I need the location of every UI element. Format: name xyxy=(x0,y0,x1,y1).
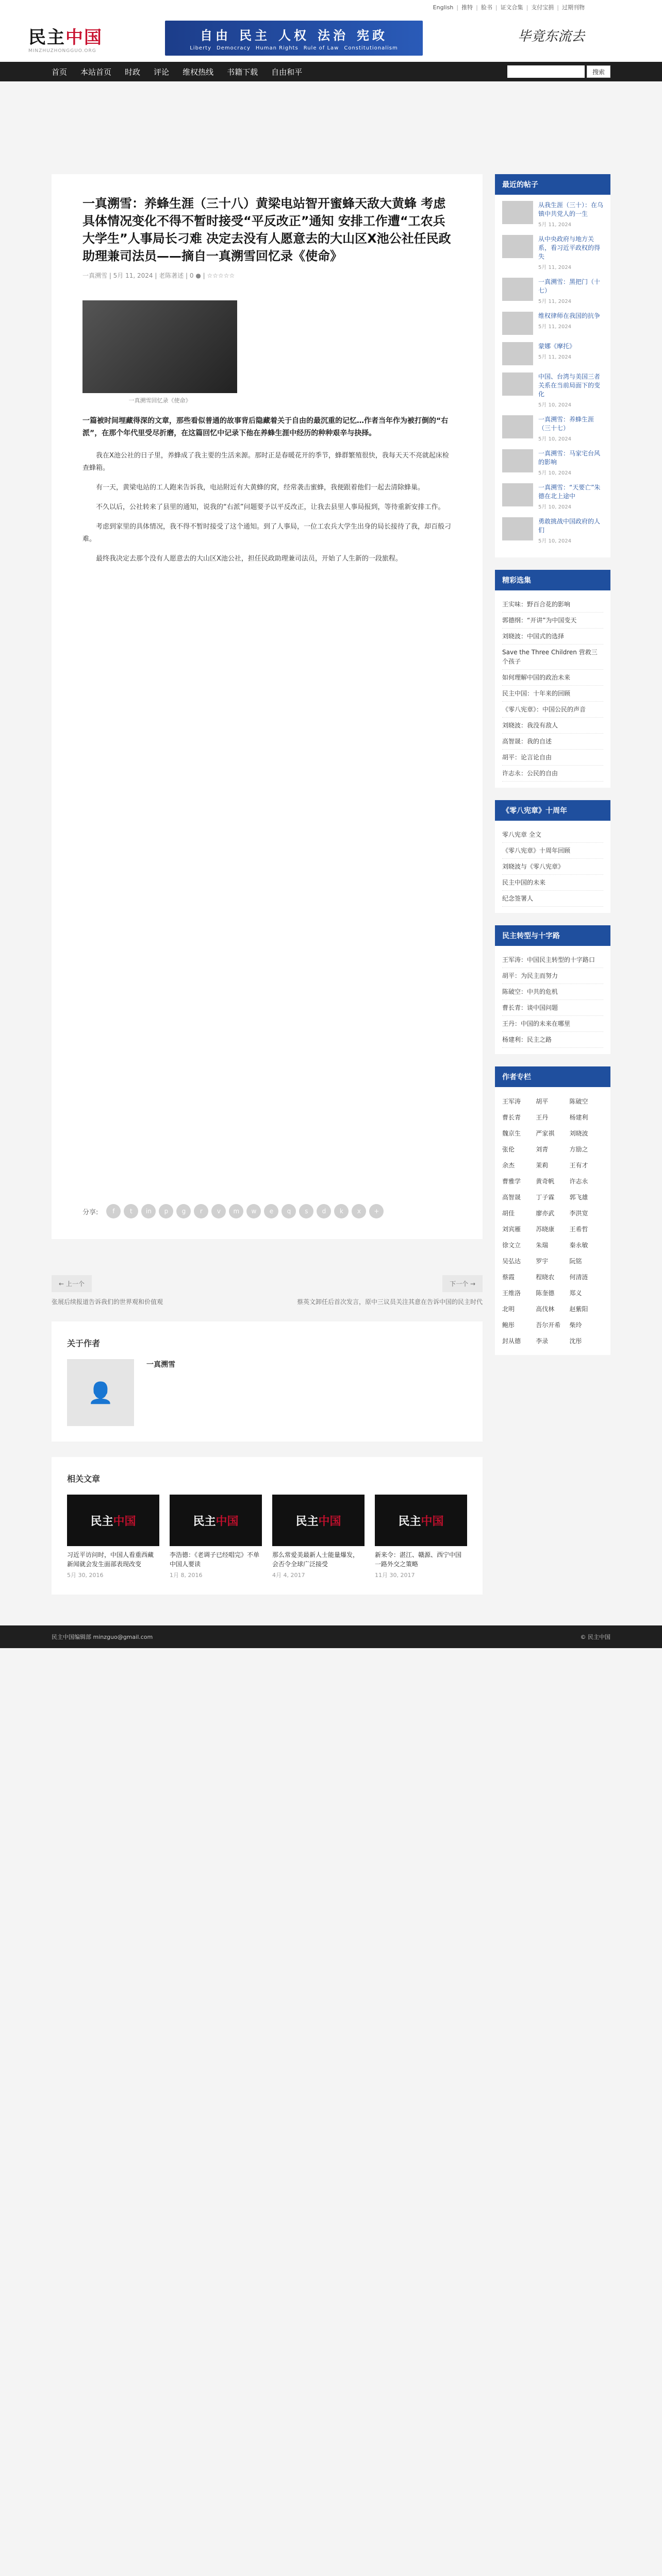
share-more-icon[interactable]: + xyxy=(369,1204,384,1218)
topbar-link-collection[interactable]: 证文合集 xyxy=(500,4,523,11)
article-paragraph: 我在X池公社的日子里，养蜂成了我主要的生活来源。那时正是春暖花开的季节，蜂群繁殖很快，我每天天不亮就起床检查蜂箱。 xyxy=(82,452,449,472)
logo-left: 民主 xyxy=(398,1514,421,1528)
author-column-link[interactable]: 刘宾雁 xyxy=(502,1226,521,1233)
author-column-link[interactable]: 何清涟 xyxy=(569,1274,588,1281)
logo-domain: MINZHUZHONGGUO.ORG xyxy=(28,48,96,54)
share-facebook-icon[interactable]: f xyxy=(106,1204,121,1218)
main-column xyxy=(52,174,483,1595)
recent-posts-widget xyxy=(495,174,610,557)
related-title: 那么常爱美最新人士能量爆发，会否令全球广泛接受 xyxy=(272,1551,359,1568)
topbar-link-english[interactable]: English xyxy=(433,4,454,11)
recent-posts-heading: 最近的帖子 xyxy=(495,174,610,195)
related-thumb-logo xyxy=(170,1495,262,1546)
recent-post-date: 5月 11, 2024 xyxy=(538,222,572,228)
recent-post-item[interactable] xyxy=(502,201,603,228)
hot-pick-link[interactable]: 王实味：野百合花的影响 xyxy=(502,597,603,613)
recent-post-date: 5月 11, 2024 xyxy=(538,324,572,330)
related-title: 习近平访问时，中国人看重西藏新闻就会发生面部表现改变 xyxy=(67,1551,154,1568)
hot-pick-link[interactable]: 高智晟：我的自述 xyxy=(502,734,603,750)
topbar-link-donate[interactable]: 支付宝捐 xyxy=(531,4,554,11)
author-column-link[interactable]: 严家祺 xyxy=(536,1130,555,1137)
nav-book-download[interactable]: 书籍下载 xyxy=(227,67,258,77)
author-column-link[interactable]: 高智晟 xyxy=(502,1194,521,1201)
author-column-link[interactable]: 杨建利 xyxy=(569,1114,588,1121)
recent-post-title: 一真溯雪：养蜂生涯（三十七） xyxy=(538,416,594,432)
transition-link[interactable]: 杨建利：民主之路 xyxy=(502,1032,603,1048)
nav-freedom-peace[interactable]: 自由和平 xyxy=(271,67,303,77)
topbar-link-facebook[interactable]: 脸书 xyxy=(481,4,492,11)
author-column-link[interactable]: 魏京生 xyxy=(502,1130,521,1137)
share-whatsapp-icon[interactable]: w xyxy=(246,1204,261,1218)
author-column-link[interactable]: 李洪宽 xyxy=(569,1210,588,1217)
separator: | xyxy=(495,4,498,11)
related-item[interactable] xyxy=(375,1495,467,1579)
article-lead: 一篇被时间埋藏得深的文章，那些看似普通的故事背后隐藏着关于自由的最沉重的记忆…作者当年作为被打倒的“右派”，在那个年代里受尽折磨，在这篇回忆中记录下他在养蜂生涯中经历的种种艰辛与抉择。 xyxy=(82,417,449,437)
search-input[interactable] xyxy=(507,65,585,78)
related-item[interactable] xyxy=(272,1495,365,1579)
author-column-link[interactable]: 刘晓波 xyxy=(569,1130,588,1137)
share-qq-icon[interactable]: q xyxy=(282,1204,296,1218)
share-kakao-icon[interactable]: k xyxy=(334,1204,349,1218)
article-card xyxy=(52,174,483,1239)
recent-post-title: 从中央政府与地方关系，看习近平政权的得失 xyxy=(538,235,601,260)
share-digg-icon[interactable]: d xyxy=(317,1204,331,1218)
author-row xyxy=(67,1359,467,1426)
recent-post-title: 一真溯雪：“天要亡”朱德在北上途中 xyxy=(538,484,601,500)
related-item[interactable] xyxy=(67,1495,159,1579)
share-google-icon[interactable]: g xyxy=(176,1204,191,1218)
related-date: 11月 30, 2017 xyxy=(375,1572,415,1579)
share-skype-icon[interactable]: s xyxy=(299,1204,313,1218)
recent-post-item[interactable] xyxy=(502,312,603,335)
banner-cn-row xyxy=(200,25,388,43)
logo-left: 民主 xyxy=(28,27,65,48)
related-thumb-logo xyxy=(67,1495,159,1546)
article-figure xyxy=(82,300,237,404)
author-column-link[interactable]: 王有才 xyxy=(569,1162,588,1169)
recent-post-item[interactable] xyxy=(502,372,603,408)
author-column-link[interactable]: 柴玲 xyxy=(569,1321,582,1329)
author-column-link[interactable]: 胡平 xyxy=(536,1098,549,1105)
author-column-link[interactable]: 蔡霞 xyxy=(502,1274,515,1281)
recent-post-item[interactable] xyxy=(502,235,603,270)
author-column-link[interactable]: 程晓农 xyxy=(536,1274,555,1281)
author-column-link[interactable]: 方励之 xyxy=(569,1146,588,1153)
topbar-link-twitter[interactable]: 推特 xyxy=(461,4,473,11)
footer-copyright: © 民主中国 xyxy=(580,1634,610,1640)
share-email-icon[interactable]: e xyxy=(264,1204,278,1218)
banner-en-item: Constitutionalism xyxy=(344,45,398,51)
share-bar xyxy=(82,1204,452,1218)
share-pinterest-icon[interactable]: p xyxy=(159,1204,173,1218)
author-column-link[interactable]: 王希哲 xyxy=(569,1226,588,1233)
post-pager xyxy=(52,1275,483,1306)
related-posts xyxy=(52,1457,483,1595)
related-item[interactable] xyxy=(170,1495,262,1579)
author-photo xyxy=(82,300,237,393)
related-thumb-logo xyxy=(272,1495,365,1546)
recent-post-item[interactable] xyxy=(502,449,603,476)
recent-post-item[interactable] xyxy=(502,517,603,544)
recent-post-thumb xyxy=(502,517,533,540)
transition-link[interactable]: 胡平：为民主而努力 xyxy=(502,968,603,984)
calligraphy-mark: 毕竟东流去 xyxy=(517,29,585,44)
hot-pick-link[interactable]: 许志永：公民的自由 xyxy=(502,766,603,782)
article-paragraph: 考虑到家里的具体情况，我不得不暂时接受了这个通知。到了人事局，一位工农兵大学生出身的局长接待了我，却百般刁难。 xyxy=(82,523,452,543)
author-column-link[interactable]: 陈奎德 xyxy=(536,1290,555,1297)
transition-heading: 民主转型与十字路 xyxy=(495,925,610,946)
next-post-button[interactable]: 下一个 → xyxy=(442,1275,483,1292)
banner-cn-item: 民主 xyxy=(239,28,270,43)
banner-en-row xyxy=(190,45,398,51)
recent-post-thumb xyxy=(502,483,533,506)
transition-link[interactable]: 王军涛：中国民主转型的十字路口 xyxy=(502,952,603,968)
related-date: 4月 4, 2017 xyxy=(272,1572,305,1579)
page-body xyxy=(52,81,610,1595)
author-column-link[interactable]: 丁子霖 xyxy=(536,1194,555,1201)
logo-left: 民主 xyxy=(90,1514,113,1528)
recent-post-date: 5月 10, 2024 xyxy=(538,402,572,408)
pager-prev xyxy=(52,1275,258,1306)
related-thumb-logo xyxy=(375,1495,467,1546)
author-column-link[interactable]: 郑义 xyxy=(569,1290,582,1297)
footer-contact: 民主中国编辑部 minzguo@gmail.com xyxy=(52,1634,153,1640)
prev-post-title[interactable]: 张展后续报道告诉我们的世界观和价值观 xyxy=(52,1298,163,1306)
banner-cn-item: 人权 xyxy=(278,28,309,43)
author-column-link[interactable]: 高伐林 xyxy=(536,1306,555,1313)
transition-widget xyxy=(495,925,610,1054)
charter-link[interactable]: 零八宪章 全文 xyxy=(502,827,603,843)
share-vk-icon[interactable]: v xyxy=(211,1204,226,1218)
recent-post-date: 5月 10, 2024 xyxy=(538,538,572,544)
recent-post-date: 5月 10, 2024 xyxy=(538,470,572,476)
site-header xyxy=(0,14,662,62)
banner-en-item: Democracy xyxy=(217,45,251,51)
recent-post-thumb xyxy=(502,235,533,258)
author-column-link[interactable]: 王军涛 xyxy=(502,1098,521,1105)
author-column-link[interactable]: 王丹 xyxy=(536,1114,549,1121)
author-column-link[interactable]: 苏晓康 xyxy=(536,1226,555,1233)
author-column-link[interactable]: 赵紫阳 xyxy=(569,1306,588,1313)
logo-right: 中国 xyxy=(216,1514,239,1528)
author-column-link[interactable]: 李录 xyxy=(536,1337,549,1345)
banner-en-item: Human Rights xyxy=(255,45,299,51)
nav-home[interactable]: 首页 xyxy=(52,67,68,77)
pager-next xyxy=(276,1275,483,1306)
banner-cn-item: 法治 xyxy=(318,28,349,43)
charter-heading: 《零八宪章》十周年 xyxy=(495,800,610,821)
nav-commentary[interactable]: 评论 xyxy=(154,67,170,77)
author-column-grid xyxy=(495,1087,610,1355)
article-paragraph: 不久以后，公社转来了县里的通知，说我的“右派”问题要予以平反改正，让我去县里人事局报到，等待重新安排工作。 xyxy=(96,503,445,511)
related-title: 新来令：湛江、赣源、西宁中国一路外交之策略 xyxy=(375,1551,462,1568)
article-paragraph: 有一天，黄梁电站的工人跑来告诉我，电站附近有大黄蜂的窝，经常袭击蜜蜂，我便跟着他们一起去清除蜂巢。 xyxy=(96,484,425,492)
sidebar xyxy=(495,174,610,1595)
author-column-link[interactable]: 徐文立 xyxy=(502,1242,521,1249)
banner-cn-item: 宪政 xyxy=(357,28,388,43)
charter-link[interactable]: 《零八宪章》十周年回顾 xyxy=(502,843,603,859)
site-footer xyxy=(0,1625,662,1648)
nav-rights-hotline[interactable]: 维权热线 xyxy=(183,67,214,77)
top-link-bar xyxy=(0,0,662,14)
article-title: 一真溯雪：养蜂生涯（三十八）黄梁电站智开蜜蜂天敌大黄蜂 考虑具体情况变化不得不暂时接受“平反改正”通知 安排工作遭“工农兵大学生”人事局长刁难 决定去没有人愿意去的大山区X池公社任民政助理兼司法员——摘自一真溯雪回忆录《使命》 xyxy=(82,196,451,263)
author-column-link[interactable]: 吾尔开希 xyxy=(536,1321,561,1329)
recent-post-title: 维权律师在我国的抗争 xyxy=(538,312,601,319)
hot-picks-list xyxy=(495,590,610,788)
transition-link[interactable]: 王丹：中国的未来在哪里 xyxy=(502,1016,603,1032)
hot-pick-link[interactable]: 刘晓波：中国式的选择 xyxy=(502,629,603,645)
author-box-heading: 关于作者 xyxy=(67,1338,101,1348)
banner-cn-item: 自由 xyxy=(200,28,231,43)
author-box xyxy=(52,1321,483,1442)
transition-list xyxy=(495,946,610,1054)
recent-post-thumb xyxy=(502,312,533,335)
recent-post-item[interactable] xyxy=(502,342,603,365)
recent-post-date: 5月 11, 2024 xyxy=(538,354,572,360)
logo-left: 民主 xyxy=(295,1514,319,1528)
hot-pick-link[interactable]: 民主中国：十年来的回顾 xyxy=(502,686,603,702)
recent-post-item[interactable] xyxy=(502,483,603,510)
related-heading: 相关文章 xyxy=(67,1474,101,1484)
recent-post-title: 勇敢挑战中国政府的人们 xyxy=(538,518,601,534)
related-grid xyxy=(67,1495,467,1579)
transition-link[interactable]: 曹长青：谈中国问题 xyxy=(502,1000,603,1016)
author-column-link[interactable]: 曹长青 xyxy=(502,1114,521,1121)
hot-pick-link[interactable]: 胡平：论言论自由 xyxy=(502,750,603,766)
hot-picks-heading: 精彩选集 xyxy=(495,570,610,590)
author-name-link[interactable]: 一真溯雪 xyxy=(146,1361,175,1369)
recent-post-title: 中国、台湾与美国三者关系在当前局面下的变化 xyxy=(538,373,601,398)
hot-picks-widget xyxy=(495,570,610,788)
recent-post-date: 5月 11, 2024 xyxy=(538,299,572,304)
related-date: 5月 30, 2016 xyxy=(67,1572,104,1579)
hot-pick-link[interactable]: Save the Three Children 营救三个孩子 xyxy=(502,645,603,670)
author-column-link[interactable]: 罗宇 xyxy=(536,1258,549,1265)
main-nav xyxy=(0,62,662,81)
author-column-link[interactable]: 胡佳 xyxy=(502,1210,515,1217)
figure-caption: 一真溯雪回忆录《使命》 xyxy=(128,397,191,404)
charter-link[interactable]: 刘晓波与《零八宪章》 xyxy=(502,859,603,875)
author-column-link[interactable]: 陈破空 xyxy=(569,1098,588,1105)
recent-post-thumb xyxy=(502,278,533,301)
author-column-link[interactable]: 余杰 xyxy=(502,1162,515,1169)
author-column-widget xyxy=(495,1066,610,1355)
charter-link[interactable]: 民主中国的未来 xyxy=(502,875,603,891)
next-post-title[interactable]: 蔡英文卸任后首次发言，原中三议员关注其意在告诉中国的民主时代 xyxy=(296,1298,483,1306)
recent-post-title: 一真溯雪：黑把门（十七） xyxy=(538,278,601,294)
hot-pick-link[interactable]: 刘晓波：我没有敌人 xyxy=(502,718,603,734)
transition-link[interactable]: 陈破空：中共的危机 xyxy=(502,984,603,1000)
article-body xyxy=(82,450,452,565)
author-column-link[interactable]: 刘青 xyxy=(536,1146,549,1153)
share-reddit-icon[interactable]: r xyxy=(194,1204,208,1218)
recent-post-thumb xyxy=(502,415,533,438)
search-box xyxy=(507,65,610,78)
search-button[interactable]: 搜索 xyxy=(587,65,610,78)
author-column-link[interactable]: 许志永 xyxy=(569,1178,588,1185)
author-column-link[interactable]: 吴弘达 xyxy=(502,1258,521,1265)
related-title: 李浩德：《老调子已经唱完》不单中国人要读 xyxy=(170,1551,260,1568)
recent-post-date: 5月 11, 2024 xyxy=(538,265,572,270)
separator: | xyxy=(557,4,559,11)
values-banner xyxy=(165,21,423,56)
share-xing-icon[interactable]: x xyxy=(352,1204,366,1218)
author-column-link[interactable]: 廖亦武 xyxy=(536,1210,555,1217)
separator: | xyxy=(526,4,528,11)
logo-right: 中国 xyxy=(318,1514,341,1528)
author-column-link[interactable]: 张伦 xyxy=(502,1146,515,1153)
charter-list xyxy=(495,821,610,913)
share-linkedin-icon[interactable]: in xyxy=(141,1204,156,1218)
related-date: 1月 8, 2016 xyxy=(170,1572,203,1579)
logo-right: 中国 xyxy=(421,1514,444,1528)
author-column-link[interactable]: 王维洛 xyxy=(502,1290,521,1297)
author-column-link[interactable]: 阮铭 xyxy=(569,1258,582,1265)
charter-link[interactable]: 纪念签署人 xyxy=(502,891,603,907)
separator: | xyxy=(476,4,478,11)
logo-wordmark xyxy=(28,23,103,48)
author-column-link[interactable]: 曹雅学 xyxy=(502,1178,521,1185)
separator: | xyxy=(456,4,459,11)
recent-post-thumb xyxy=(502,342,533,365)
author-column-link[interactable]: 朱瑞 xyxy=(536,1242,549,1249)
recent-posts-list xyxy=(495,195,610,557)
share-twitter-icon[interactable]: t xyxy=(124,1204,138,1218)
recent-post-item[interactable] xyxy=(502,415,603,442)
charter-widget xyxy=(495,800,610,913)
recent-post-title: 蒙娜《摩托》 xyxy=(538,343,576,350)
article-meta: 一真溯雪 | 5月 11, 2024 | 老陈著述 | 0 ● | ☆☆☆☆☆ xyxy=(82,272,235,279)
banner-en-item: Liberty xyxy=(190,45,212,51)
hot-pick-link[interactable]: 如何理解中国的政治未来 xyxy=(502,670,603,686)
recent-post-thumb xyxy=(502,449,533,472)
hot-pick-link[interactable]: 《零八宪章》：中国公民的声音 xyxy=(502,702,603,718)
author-column-link[interactable]: 黄奇帆 xyxy=(536,1178,555,1185)
recent-post-item[interactable] xyxy=(502,278,603,304)
article-paragraph: 最终我决定去那个没有人愿意去的大山区X池公社，担任民政助理兼司法员，开始了人生新的一段旅程。 xyxy=(96,555,402,563)
recent-post-thumb xyxy=(502,201,533,224)
recent-post-date: 5月 10, 2024 xyxy=(538,504,572,510)
author-column-link[interactable]: 鲍彤 xyxy=(502,1321,515,1329)
author-column-heading: 作者专栏 xyxy=(495,1066,610,1087)
logo-right: 中国 xyxy=(65,27,103,48)
logo-left: 民主 xyxy=(193,1514,216,1528)
author-column-link[interactable]: 秦永敏 xyxy=(569,1242,588,1249)
author-column-link[interactable]: 北明 xyxy=(502,1306,515,1313)
logo-right: 中国 xyxy=(113,1514,136,1528)
recent-post-title: 从我生涯（三十）：在乌镇中共党人的一生 xyxy=(538,201,604,217)
share-label: 分享: xyxy=(82,1208,98,1216)
hot-pick-link[interactable]: 郭德纲：“开讲”为中国变天 xyxy=(502,613,603,629)
share-mail-icon[interactable]: m xyxy=(229,1204,243,1218)
recent-post-thumb xyxy=(502,372,533,396)
nav-site-home[interactable]: 本站首页 xyxy=(80,67,112,77)
recent-post-date: 5月 10, 2024 xyxy=(538,436,572,442)
banner-en-item: Rule of Law xyxy=(303,45,339,51)
author-column-link[interactable]: 沈彤 xyxy=(569,1337,582,1345)
prev-post-button[interactable]: ← 上一个 xyxy=(52,1275,92,1292)
nav-politics[interactable]: 时政 xyxy=(125,67,141,77)
site-logo[interactable] xyxy=(28,23,103,54)
topbar-link-archive[interactable]: 过期刊物 xyxy=(562,4,585,11)
recent-post-title: 一真溯雪：马家宅台风的影响 xyxy=(538,450,601,466)
author-column-link[interactable]: 封从德 xyxy=(502,1337,521,1345)
author-column-link[interactable]: 郭飞雄 xyxy=(569,1194,588,1201)
author-column-link[interactable]: 茉莉 xyxy=(536,1162,549,1169)
avatar: 👤 xyxy=(67,1359,134,1426)
